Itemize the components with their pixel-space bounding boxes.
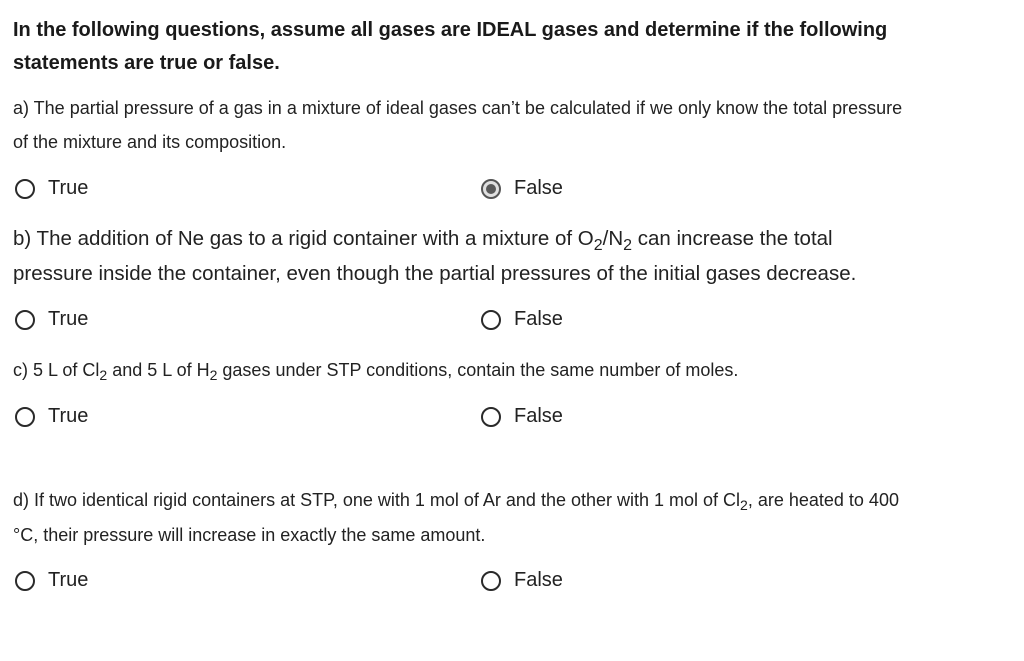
option-label-true: True [48, 569, 89, 591]
option-label-true: True [48, 308, 89, 330]
subscript: 2 [99, 367, 108, 384]
question-c-option-true[interactable] [15, 405, 88, 428]
option-label-true: True [48, 177, 89, 199]
question-b-line-2: pressure inside the container, even though the partial pressures of the initial gases decrease. [13, 262, 857, 285]
subscript: 2 [740, 497, 748, 514]
question-c-text-part: c) 5 L of Cl [13, 360, 100, 380]
radio-unchecked-icon[interactable] [15, 407, 35, 427]
question-a-line-1: a) The partial pressure of a gas in a mixture of ideal gases can’t be calculated if we only know the total pressure [13, 98, 903, 118]
option-label-false: False [514, 308, 563, 330]
radio-unchecked-icon[interactable] [481, 571, 501, 591]
question-c-option-false[interactable] [481, 405, 563, 428]
subscript: 2 [623, 237, 633, 255]
question-b-option-true[interactable] [15, 308, 88, 331]
question-b-text-part: b) The addition of Ne gas to a rigid container with a mixture of O [13, 227, 594, 250]
question-b-option-false[interactable] [481, 308, 563, 331]
radio-unchecked-icon[interactable] [481, 310, 501, 330]
question-c-line-1 [13, 353, 1013, 388]
question-a-text [13, 91, 1013, 159]
instructions-header [13, 14, 1013, 80]
question-d-line-1 [13, 483, 1013, 518]
question-b-text-part: can increase the total [632, 227, 833, 250]
option-label-false: False [514, 569, 563, 591]
option-label-false: False [514, 177, 563, 199]
question-b-text-part: /N [602, 227, 624, 250]
question-b-line-1 [13, 222, 1013, 257]
instructions-line-2: statements are true or false. [13, 52, 280, 74]
question-d-text [13, 483, 1013, 552]
question-d-text-part: d) If two identical rigid containers at STP, one with 1 mol of Ar and the other with 1 mol of Cl [13, 490, 741, 510]
question-d-option-true[interactable] [15, 569, 88, 592]
subscript: 2 [593, 237, 603, 255]
question-d-line-2: °C, their pressure will increase in exactly the same amount. [13, 525, 486, 545]
radio-unchecked-icon[interactable] [15, 179, 35, 199]
question-c-text-part: gases under STP conditions, contain the same number of moles. [217, 360, 739, 380]
radio-unchecked-icon[interactable] [15, 571, 35, 591]
question-c-text [13, 353, 1013, 388]
question-a-option-false[interactable] [481, 177, 563, 200]
radio-checked-icon[interactable] [481, 179, 501, 199]
question-d-text-part: , are heated to 400 [747, 490, 899, 510]
question-d-option-false[interactable] [481, 569, 563, 592]
question-c-text-part: and 5 L of H [107, 360, 210, 380]
option-label-true: True [48, 405, 89, 427]
option-label-false: False [514, 405, 563, 427]
radio-unchecked-icon[interactable] [481, 407, 501, 427]
question-a-line-2: of the mixture and its composition. [13, 132, 287, 152]
question-b-text [13, 222, 1013, 290]
radio-unchecked-icon[interactable] [15, 310, 35, 330]
subscript: 2 [209, 367, 218, 384]
question-a-option-true[interactable] [15, 177, 88, 200]
instructions-line-1: In the following questions, assume all gases are IDEAL gases and determine if the following [13, 19, 888, 41]
